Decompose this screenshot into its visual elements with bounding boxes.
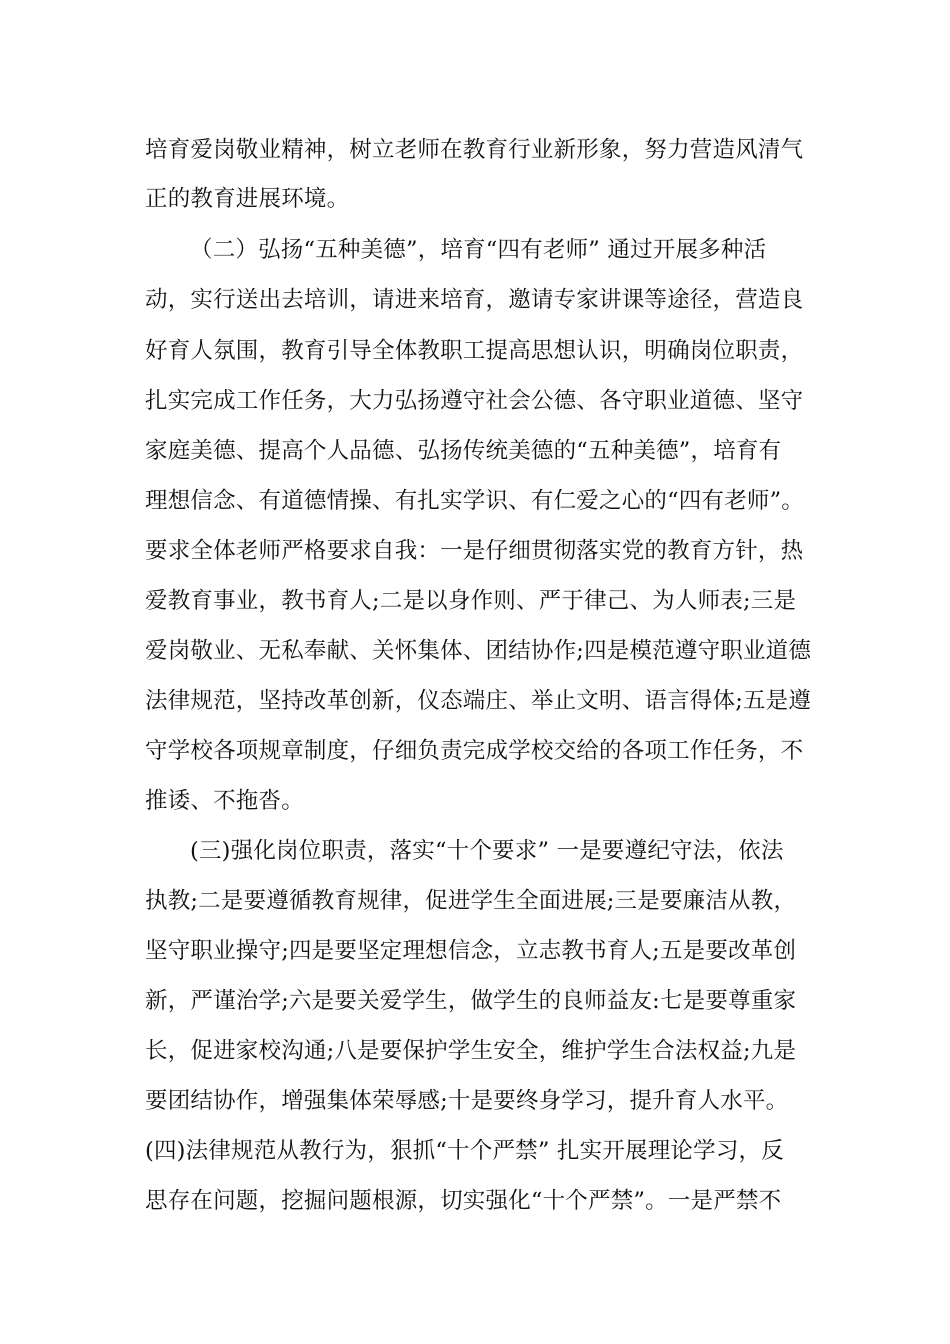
section-heading-4: (四)法律规范从教行为，狠抓“十个严禁” 扎实开展理论学习，反 [145,1138,784,1164]
text-line: 长，促进家校沟通;八是要保护学生安全，维护学生合法权益;九是 [145,1038,797,1064]
text-line: 思存在问题，挖掘问题根源，切实强化“十个严禁”。一是严禁不 [145,1188,782,1214]
text-line: 要团结协作，增强集体荣辱感;十是要终身学习，提升育人水平。 [145,1088,789,1114]
text-line: 新，严谨治学;六是要关爱学生，做学生的良师益友:七是要尊重家 [145,988,797,1014]
text-line: 理想信念、有道德情操、有扎实学识、有仁爱之心的“四有老师”。 [145,488,805,514]
text-line: 动，实行送出去培训，请进来培育，邀请专家讲课等途径，营造良 [145,287,804,313]
text-line: 要求全体老师严格要求自我：一是仔细贯彻落实党的教育方针，热 [145,538,804,564]
text-line: 推诿、不拖沓。 [145,788,304,814]
text-line: 守学校各项规章制度，仔细负责完成学校交给的各项工作任务，不 [145,738,804,764]
text-line: 家庭美德、提高个人品德、弘扬传统美德的“五种美德”，培育有 [145,438,782,464]
section-heading-3: (三)强化岗位职责，落实“十个要求” 一是要遵纪守法，依法 [190,838,784,864]
text-line: 扎实完成工作任务，大力弘扬遵守社会公德、各守职业道德、坚守 [145,388,804,414]
text-line: 正的教育进展环境。 [145,186,350,212]
text-line: 爱教育事业，教书育人;二是以身作则、严于律己、为人师表;三是 [145,588,797,614]
text-line: 好育人氛围，教育引导全体教职工提高思想认识，明确岗位职责， [145,338,804,364]
text-line: 坚守职业操守;四是要坚定理想信念，立志教书育人;五是要改革创 [145,938,797,964]
section-heading-2: （二）弘扬“五种美德”，培育“四有老师” 通过开展多种活 [190,237,767,263]
text-line: 培育爱岗敬业精神，树立老师在教育行业新形象，努力营造风清气 [145,137,804,163]
text-line: 爱岗敬业、无私奉献、关怀集体、团结协作;四是模范遵守职业道德 [145,638,812,664]
text-line: 法律规范，坚持改革创新，仪态端庄、举止文明、语言得体;五是遵 [145,688,812,714]
text-line: 执教;二是要遵循教育规律，促进学生全面进展;三是要廉洁从教， [145,888,797,914]
